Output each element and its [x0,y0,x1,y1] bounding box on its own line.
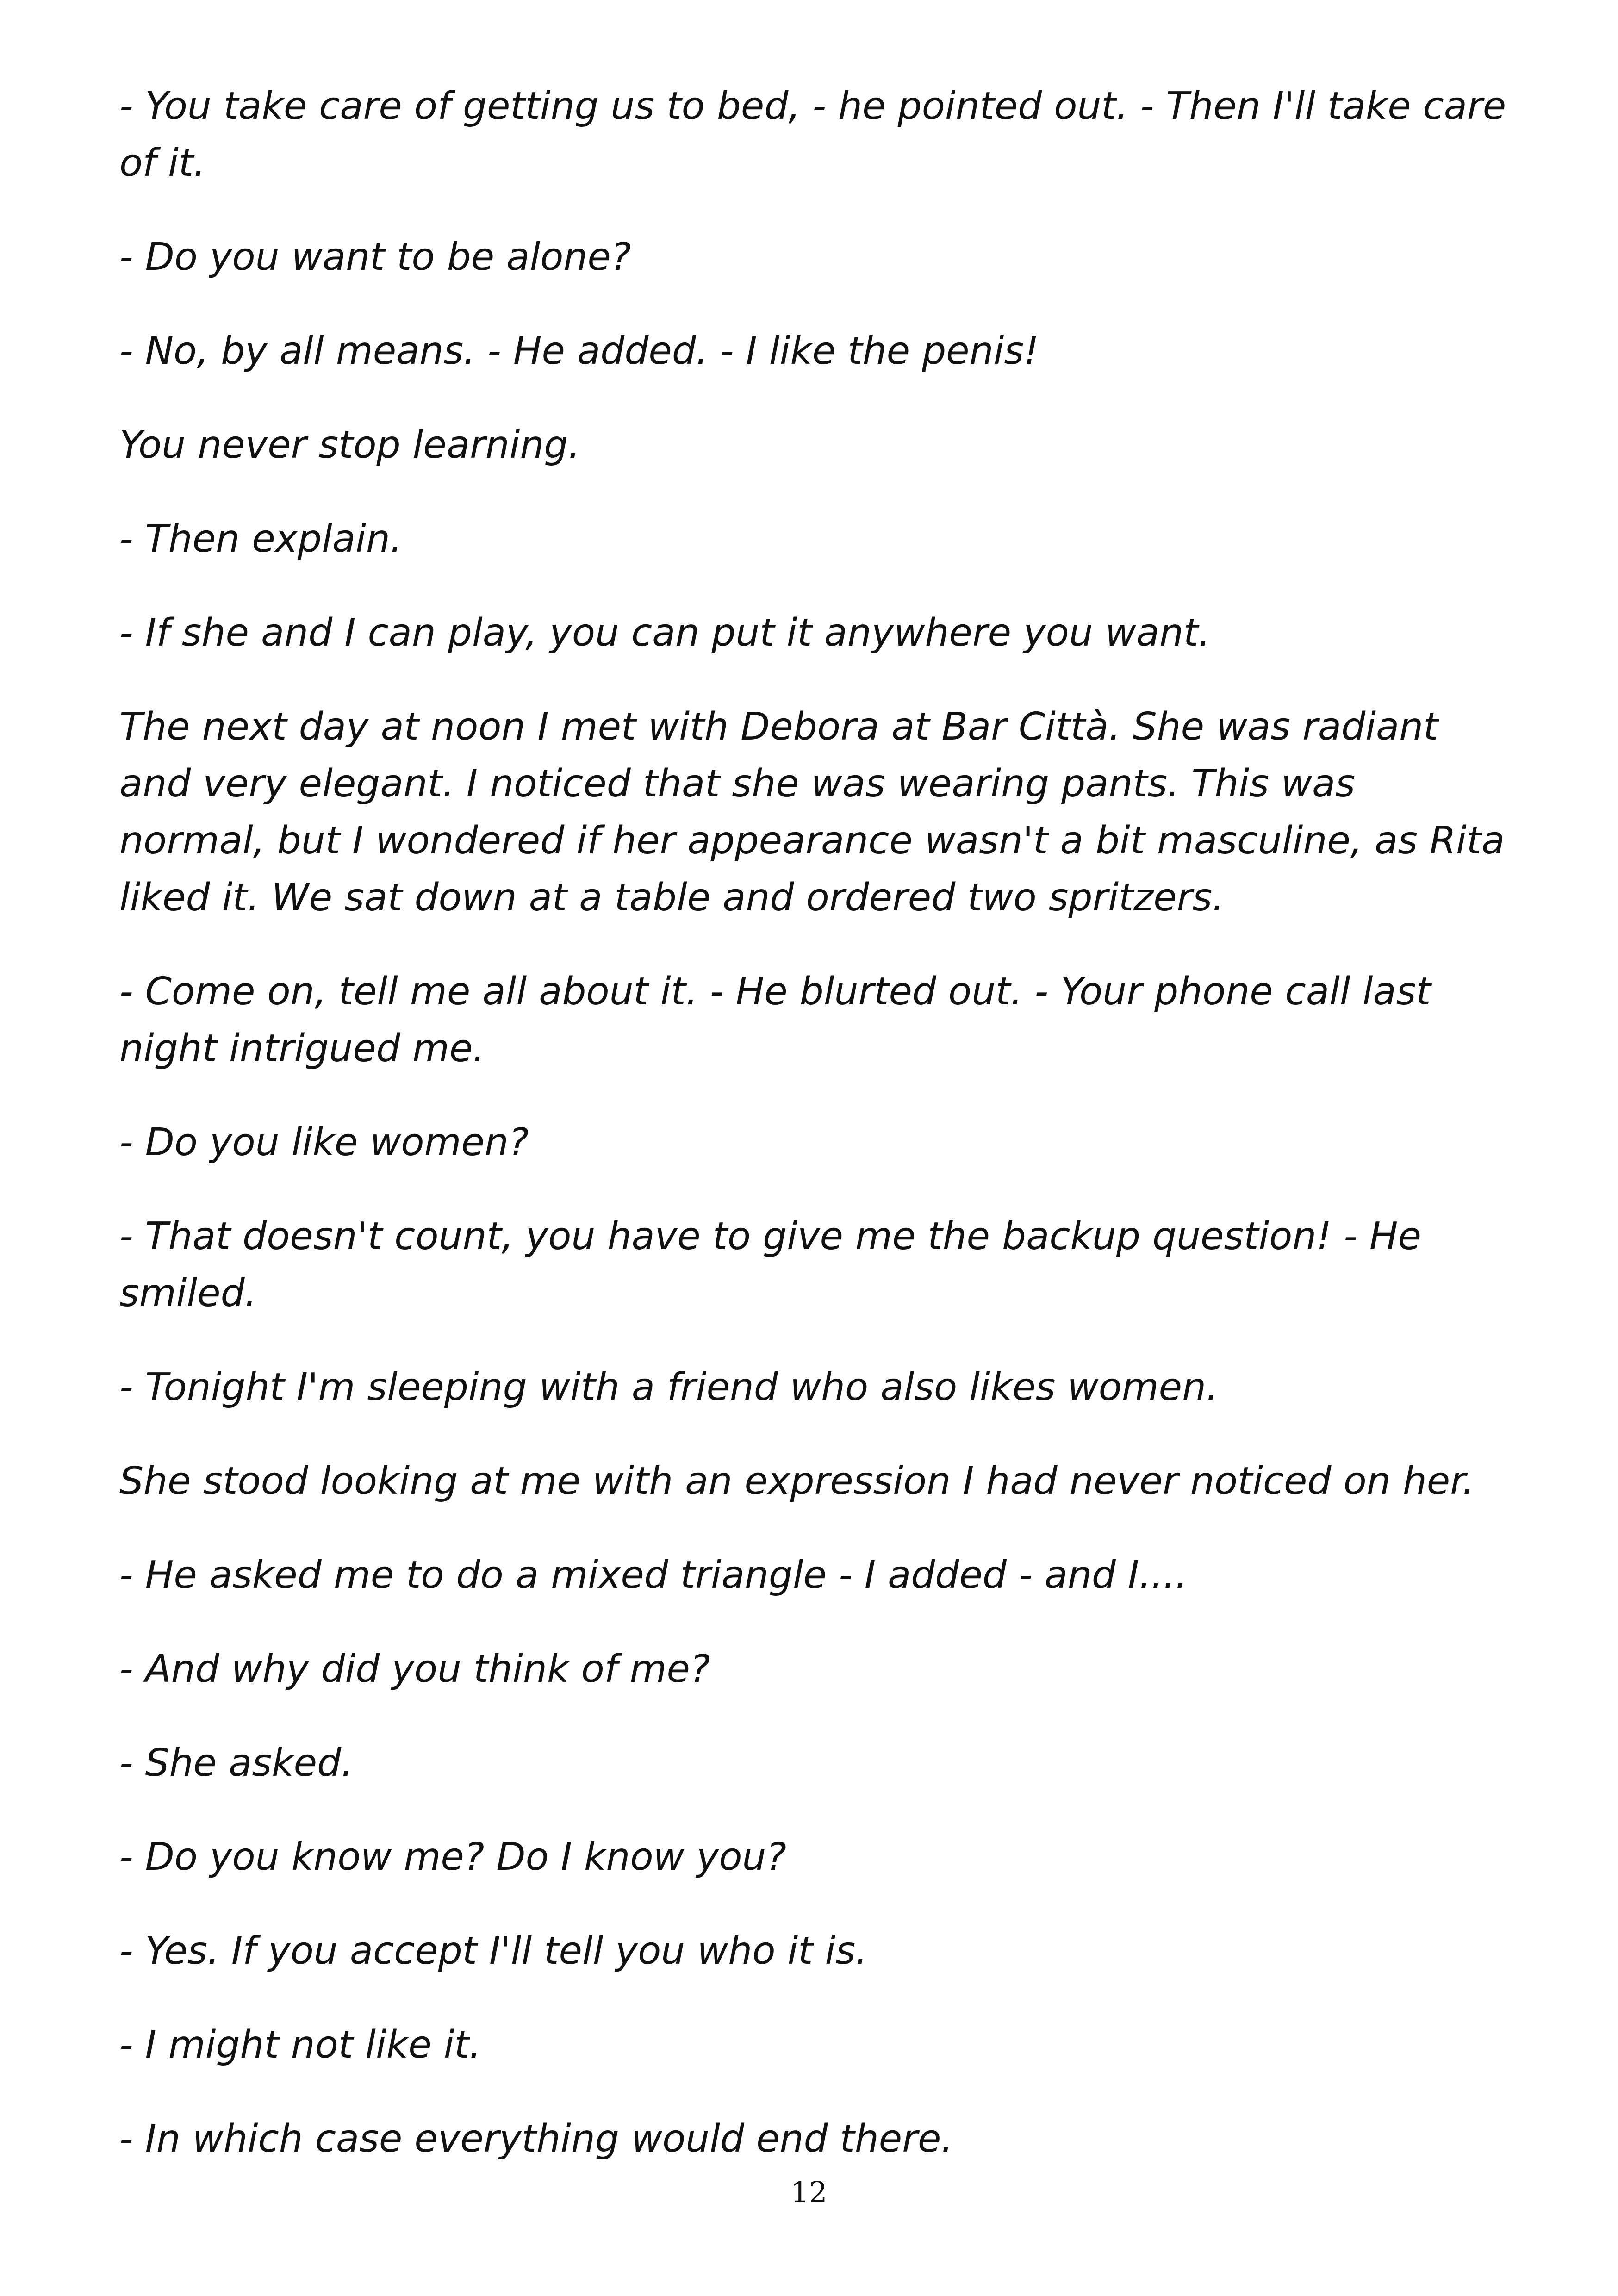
paragraph: - Do you want to be alone? [119,235,631,279]
paragraph: - He asked me to do a mixed triangle - I added - and I.... [119,1553,1188,1597]
page-number: 12 [790,2175,828,2209]
text-body [119,78,1512,2204]
paragraph: - Then explain. [119,517,403,561]
paragraph: - Do you like women? [119,1120,529,1164]
paragraph: - You take care of getting us to bed, - he pointed out. - Then I'll take care of it. [119,84,1506,185]
paragraph: - And why did you think of me? [119,1647,710,1691]
paragraph: The next day at noon I met with Debora at Bar Città. She was radiant and very elegant. I noticed that she was wearing pants. This was normal, but I wondered if her appearance wasn't a bit masculine, as Rita liked it. We sat down at a table and ordered two spritzers. [119,705,1505,920]
paragraph: - That doesn't count, you have to give me the backup question! - He smiled. [119,1214,1421,1315]
paragraph: She stood looking at me with an expression I had never noticed on her. [119,1459,1475,1503]
paragraph: - Come on, tell me all about it. - He blurted out. - Your phone call last night intrigued me. [119,970,1431,1070]
paragraph: - No, by all means. - He added. - I like the penis! [119,329,1039,373]
paragraph: - I might not like it. [119,2023,481,2067]
paragraph: - If she and I can play, you can put it anywhere you want. [119,611,1211,655]
paragraph: - Tonight I'm sleeping with a friend who also likes women. [119,1365,1219,1409]
paragraph: - She asked. [119,1741,354,1785]
paragraph: - Do you know me? Do I know you? [119,1835,787,1879]
paragraph: - In which case everything would end there. [119,2117,953,2161]
paragraph: - Yes. If you accept I'll tell you who it is. [119,1929,868,1973]
paragraph: You never stop learning. [119,423,580,467]
